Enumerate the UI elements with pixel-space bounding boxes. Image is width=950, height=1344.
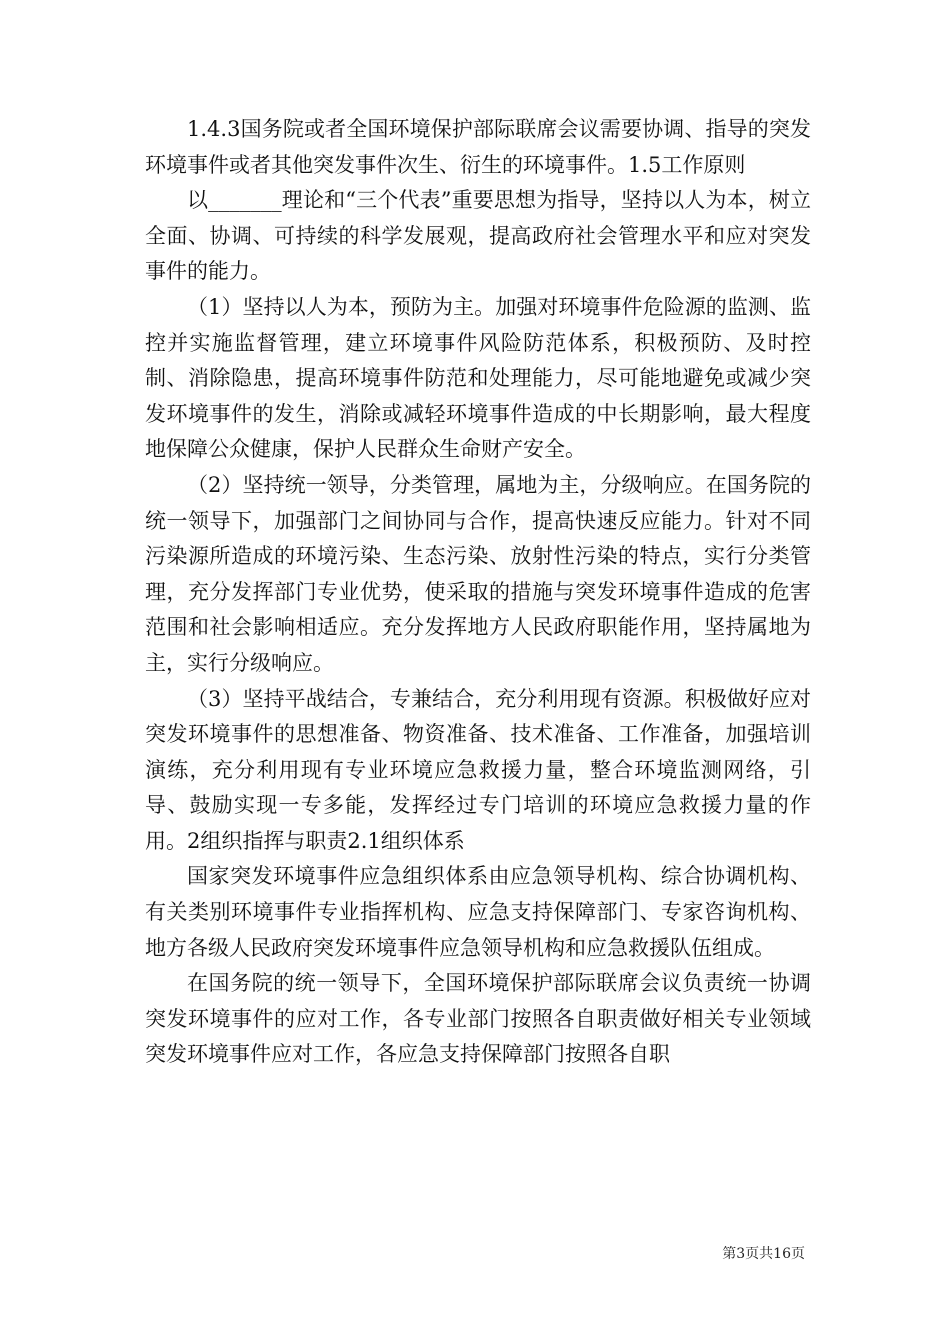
paragraph-principle-1: （1）坚持以人为本，预防为主。加强对环境事件危险源的监测、监控并实施监督管理，建立环境事件风险防范体系，积极预防、及时控制、消除隐患，提高环境事件防范和处理能力，尽可能地避免或减少突发环境事件的发生，消除或减轻环境事件造成的中长期影响，最大程度地保障公众健康，保护人民群众生命财产安全。: [145, 294, 811, 462]
paragraph-guiding-principle: 以_______理论和“三个代表”重要思想为指导，坚持以人为本，树立全面、协调、可持续的科学发展观，提高政府社会管理水平和应对突发事件的能力。: [145, 188, 811, 284]
paragraph-principle-2: （2）坚持统一领导，分类管理，属地为主，分级响应。在国务院的统一领导下，加强部门之间协同与合作，提高快速反应能力。针对不同污染源所造成的环境污染、生态污染、放射性污染的特点，实行分类管理，充分发挥部门专业优势，使采取的措施与突发环境事件造成的危害范围和社会影响相适应。充分发挥地方人民政府职能作用，坚持属地为主，实行分级响应。: [145, 472, 811, 675]
paragraph-unified-leadership: 在国务院的统一领导下，全国环境保护部际联席会议负责统一协调突发环境事件的应对工作，各专业部门按照各自职责做好相关专业领域突发环境事件应对工作，各应急支持保障部门按照各自职: [145, 971, 811, 1067]
paragraph-principle-3: （3）坚持平战结合，专兼结合，充分利用现有资源。积极做好应对突发环境事件的思想准备、物资准备、技术准备、工作准备，加强培训演练，充分利用现有专业环境应急救援力量，整合环境监测网络，引导、鼓励实现一专多能，发挥经过专门培训的环境应急救援力量的作用。2组织指挥与职责2.1组织体系: [145, 686, 811, 853]
paragraph-scope-1-4-3: 1.4.3国务院或者全国环境保护部际联席会议需要协调、指导的突发环境事件或者其他突发事件次生、衍生的环境事件。1.5工作原则: [145, 117, 811, 177]
page-number-footer: 第3页共16页: [722, 1246, 805, 1262]
document-body: [145, 112, 811, 1073]
paragraph-organization-system: 国家突发环境事件应急组织体系由应急领导机构、综合协调机构、有关类别环境事件专业指挥机构、应急支持保障部门、专家咨询机构、地方各级人民政府突发环境事件应急领导机构和应急救援队伍组成。: [145, 864, 811, 960]
